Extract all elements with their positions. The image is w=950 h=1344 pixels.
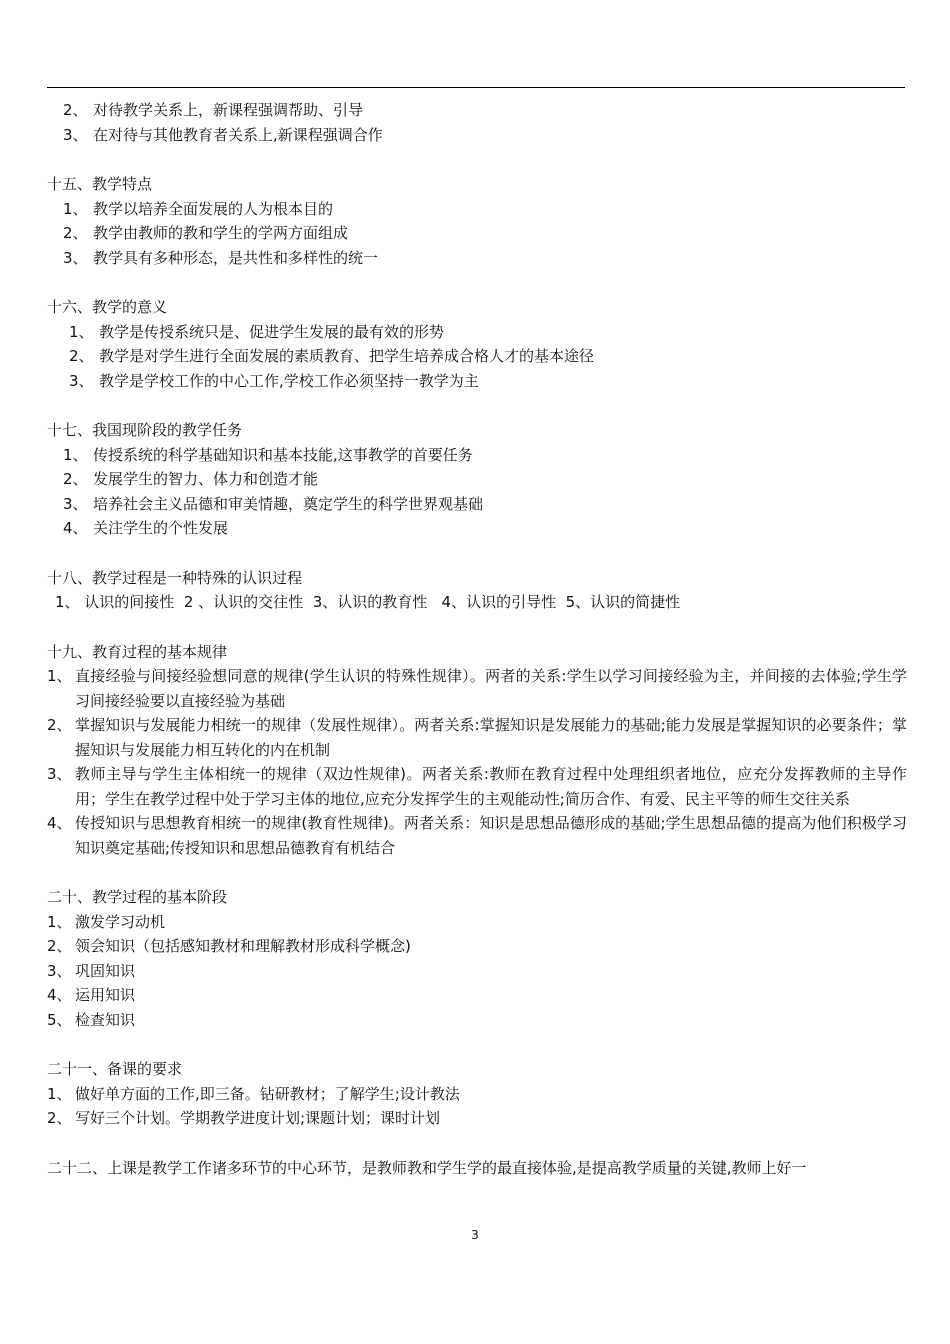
section-heading-17: 十七、我国现阶段的教学任务 [47,421,243,439]
list-item: 1、 教学以培养全面发展的人为根本目的 [63,199,334,218]
section-heading-20: 二十、教学过程的基本阶段 [47,888,228,906]
list-item: 2、 教学由教师的教和学生的学两方面组成 [63,224,349,242]
section-heading-16: 十六、教学的意义 [47,298,168,316]
list-item: 4、 运用知识 [47,986,136,1004]
section-heading-19: 十九、教育过程的基本规律 [47,642,228,661]
list-item: 2、 教学是对学生进行全面发展的素质教育、把学生培养成合格人才的基本途径 [69,347,595,365]
list-item: 1、 教学是传授系统只是、促进学生发展的最有效的形势 [69,322,445,341]
list-item: 1、 传授系统的科学基础知识和基本技能,这事教学的首要任务 [63,445,473,464]
header-rule [47,87,905,88]
list-item: 2、 领会知识（包括感知教材和理解教材形成科学概念) [47,937,411,955]
list-item: 3、 巩固知识 [47,961,136,980]
section-heading-21: 二十一、备课的要求 [47,1060,183,1078]
list-item: 2、 对待教学关系上，新课程强调帮助、引导 [63,101,364,119]
list-item: 3、 教学是学校工作的中心工作,学校工作必须坚持一教学为主 [69,371,479,390]
list-item: 1、 激发学习动机 [47,912,166,931]
list-item: 1、 直接经验与间接经验想同意的规律(学生认识的特殊性规律）。两者的关系:学生以学习间接经验为主，并间接的去体验;学生学习间接经验要以直接经验为基础 [47,667,907,710]
section-heading-15: 十五、教学特点 [47,175,153,193]
section-heading-18: 十八、教学过程是一种特殊的认识过程 [47,568,303,587]
page-number: 3 [471,1228,479,1242]
list-item: 2、 掌握知识与发展能力相统一的规律（发展性规律）。两者关系:掌握知识是发展能力的基础;能力发展是掌握知识的必要条件；掌握知识与发展能力相互转化的内在机制 [47,716,907,759]
list-item: 5、 检查知识 [47,1010,136,1029]
list-item: 3、 培养社会主义品德和审美情趣，奠定学生的科学世界观基础 [63,494,484,513]
inline-list: 1、 认识的间接性 2 、认识的交往性 3、认识的教育性 4、认识的引导性 5、认识的简捷性 [55,593,681,611]
section-heading-22: 二十二、上课是教学工作诸多环节的中心环节，是教师教和学生学的最直接体验,是提高教学质量的关键,教师上好一 [47,1158,807,1177]
list-item: 4、 传授知识与思想教育相统一的规律(教育性规律)。两者关系：知识是思想品德形成的基础;学生思想品德的提高为他们积极学习知识奠定基础;传授知识和思想品德教育有机结合 [47,814,907,857]
list-item: 3、 在对待与其他教育者关系上,新课程强调合作 [63,125,383,144]
list-item: 2、 写好三个计划。学期教学进度计划;课题计划；课时计划 [47,1109,441,1127]
document-page [47,98,907,1180]
list-item: 3、 教学具有多种形态，是共性和多样性的统一 [63,248,379,267]
list-item: 3、 教师主导与学生主体相统一的规律（双边性规律)。两者关系:教师在教育过程中处理组织者地位，应充分发挥教师的主导作用；学生在教学过程中处于学习主体的地位,应充分发挥学生的主观能动性;简历合作、有爱、民主平等的师生交往关系 [47,765,907,808]
list-item: 1、 做好单方面的工作,即三备。钻研教材；了解学生;设计教法 [47,1084,460,1103]
list-item: 4、 关注学生的个性发展 [63,519,229,537]
list-item: 2、 发展学生的智力、体力和创造才能 [63,470,319,488]
